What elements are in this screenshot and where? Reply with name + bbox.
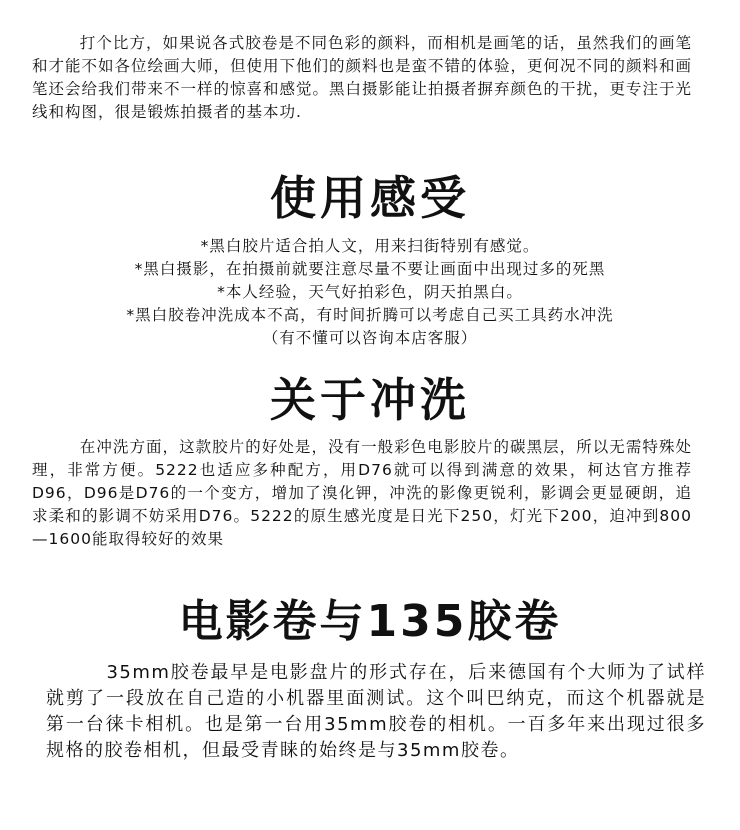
usage-line: *黑白胶片适合拍人文，用来扫街特别有感觉。 (200, 237, 540, 255)
usage-line: *本人经验，天气好拍彩色，阴天拍黑白。 (217, 283, 523, 301)
film-135-paragraph: 35mm胶卷最早是电影盘片的形式存在，后来德国有个大师为了试样就剪了一段放在自己造的小机器里面测试。这个叫巴纳克，而这个机器就是第一台徕卡相机。也是第一台用35mm胶卷的相机。一百多年来出现过很多规格的胶卷相机，但最受青睐的始终是与35mm胶卷。 (46, 662, 706, 761)
usage-line: *黑白摄影，在拍摄前就要注意尽量不要让画面中出现过多的死黑 (134, 260, 606, 278)
intro-paragraph: 打个比方，如果说各式胶卷是不同色彩的颜料，而相机是画笔的话，虽然我们的画笔和才能不如各位绘画大师，但使用下他们的颜料也是蛮不错的体验，更何况不同的颜料和画笔还会给我们带来不一样的惊喜和感觉。黑白摄影能让拍摄者摒弃颜色的干扰，更专注于光线和构图，很是锻炼拍摄者的基本功. (32, 34, 693, 121)
usage-note: （有不懂可以咨询本店客服） (262, 329, 478, 347)
developing-heading: 关于冲洗 (270, 373, 470, 427)
developing-paragraph: 在冲洗方面，这款胶片的好处是，没有一般彩色电影胶片的碳黑层，所以无需特殊处理，非常方便。5222也适应多种配方，用D76就可以得到满意的效果，柯达官方推荐D96，D96是D76的一个变方，增加了溴化钾，冲洗的影像更锐利，影调会更显硬朗，追求柔和的影调不妨采用D76。5222的原生感光度是日光下250，灯光下200，迫冲到800—1600能取得较好的效果 (32, 438, 692, 548)
usage-list (0, 235, 740, 350)
usage-heading: 使用感受 (270, 171, 470, 225)
usage-line: *黑白胶卷冲洗成本不高，有时间折腾可以考虑自己买工具药水冲洗 (126, 306, 614, 324)
film-135-heading: 电影卷与135胶卷 (178, 596, 562, 647)
